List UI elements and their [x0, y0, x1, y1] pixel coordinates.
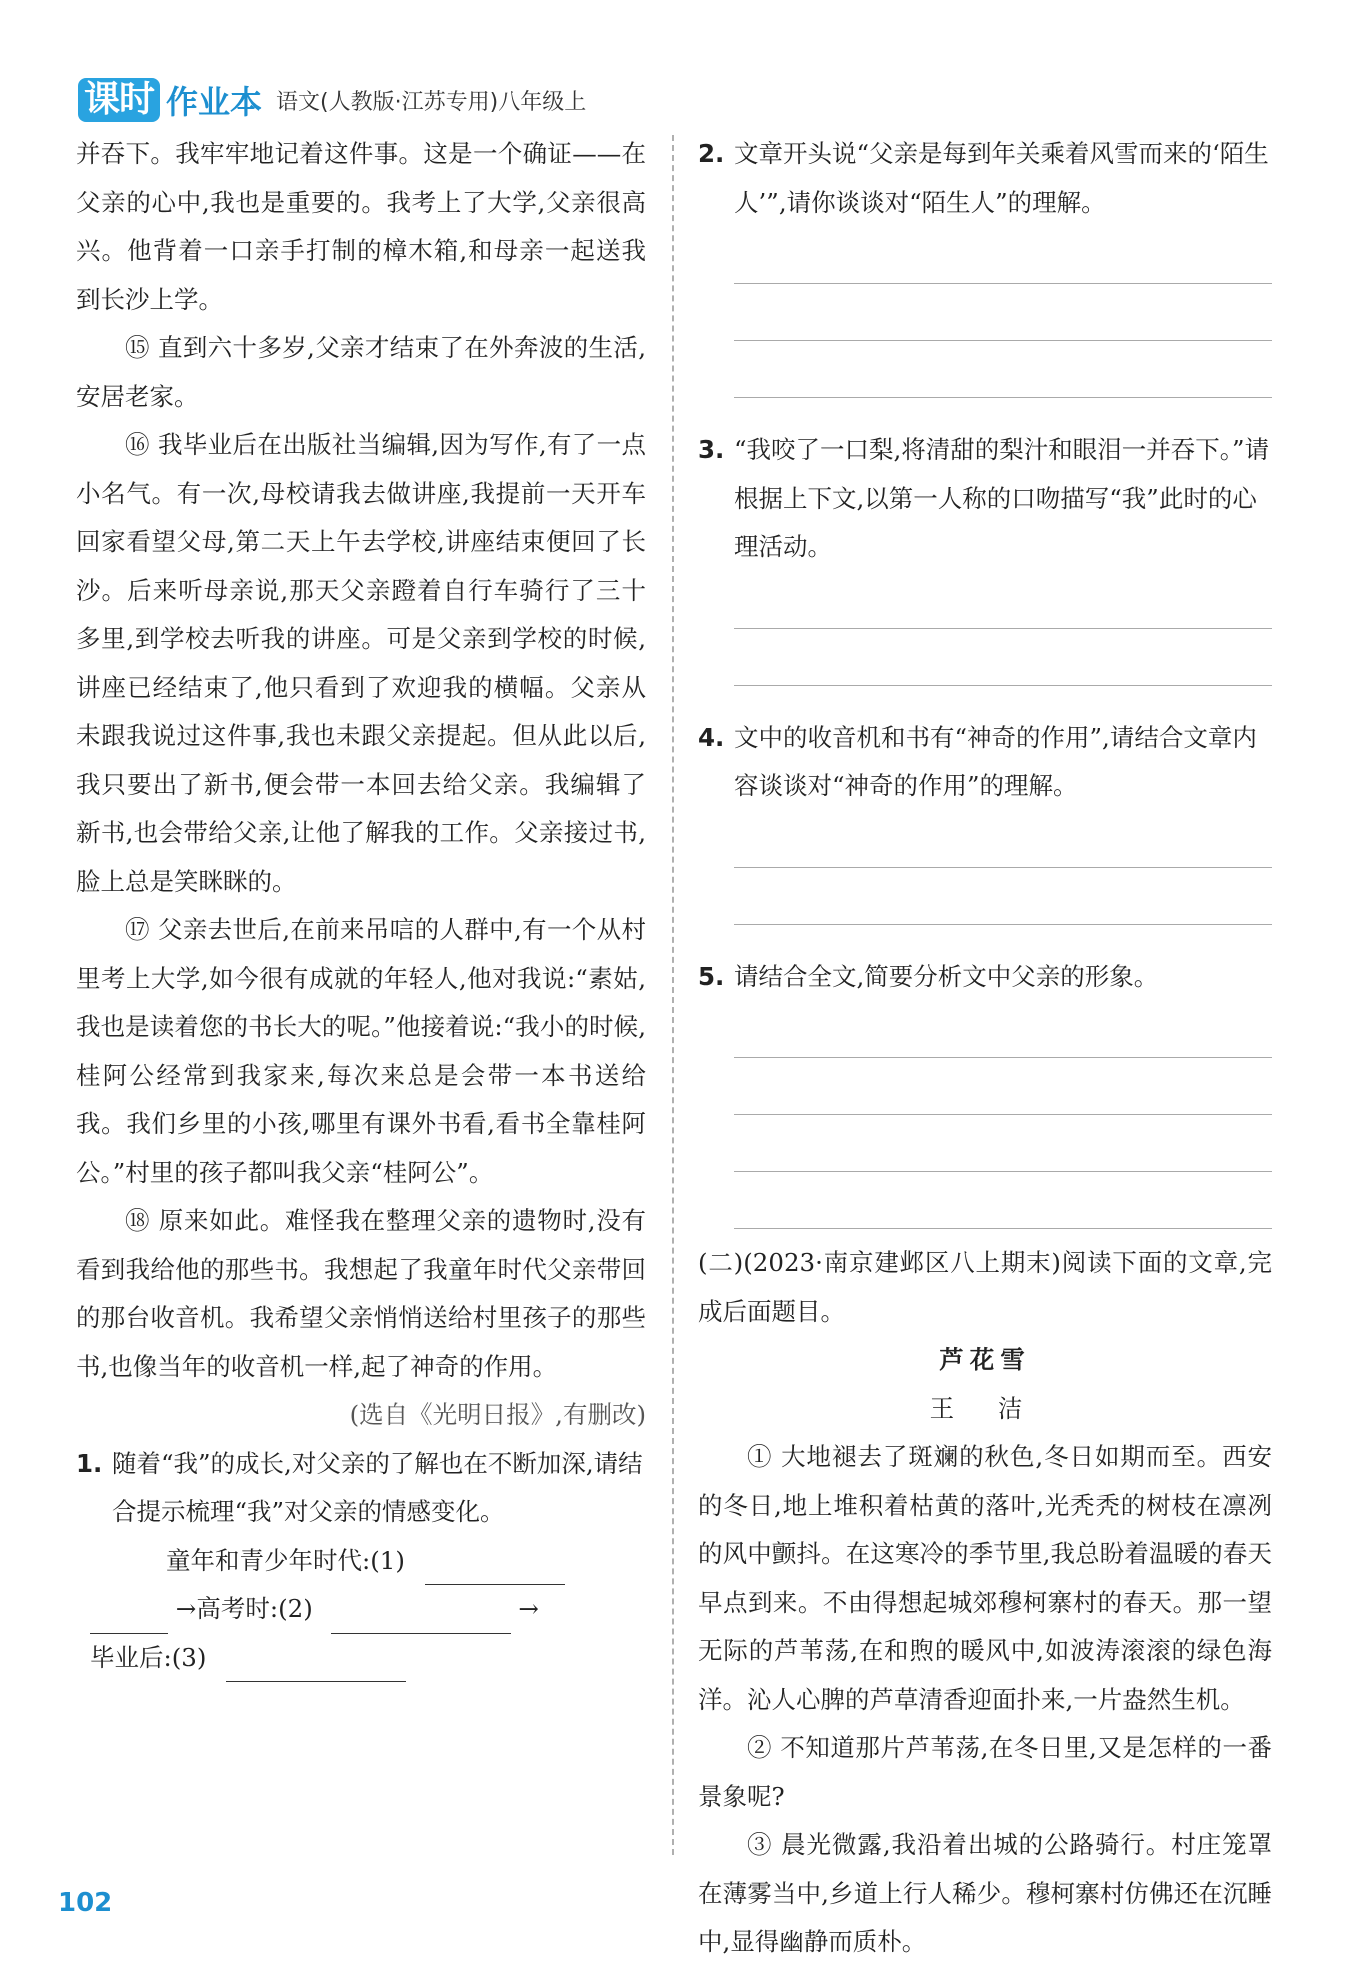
q1-stage-2	[76, 1585, 646, 1634]
section-2-intro: (二)(2023·南京建邺区八上期末)阅读下面的文章,完成后面题目。	[698, 1248, 1272, 1326]
question-number: 3.	[698, 435, 725, 464]
article-title: 芦花雪	[939, 1345, 1031, 1374]
answer-blank[interactable]	[331, 1609, 511, 1634]
subject-label: 语文(人教版·江苏专用)八年级上	[276, 89, 587, 115]
paragraph-18: ⑱ 原来如此。难怪我在整理父亲的遗物时,没有看到我给他的那些书。我想起了我童年时代父亲带回的那台收音机。我希望父亲悄悄送给村里孩子的那些书,也像当年的收音机一样,起了神奇的作用。	[76, 1206, 646, 1381]
answer-line[interactable]	[734, 341, 1272, 398]
answer-line[interactable]	[734, 1001, 1272, 1058]
answer-line[interactable]	[734, 629, 1272, 686]
question-4	[698, 714, 1272, 811]
q1-stage-1	[76, 1537, 646, 1586]
paragraph-continued: 并吞下。我牢牢地记着这件事。这是一个确证——在父亲的心中,我也是重要的。我考上了大学,父亲很高兴。他背着一口亲手打制的樟木箱,和母亲一起送我到长沙上学。	[76, 139, 646, 314]
right-column	[698, 130, 1272, 1967]
question-1	[76, 1440, 646, 1537]
paragraph-15: ⑮ 直到六十多岁,父亲才结束了在外奔波的生活,安居老家。	[76, 333, 646, 411]
answer-line[interactable]	[734, 227, 1272, 284]
answer-line[interactable]	[734, 1172, 1272, 1229]
reading-paragraph-1: ① 大地褪去了斑斓的秋色,冬日如期而至。西安的冬日,地上堆积着枯黄的落叶,光秃秃的树枝在凛冽的风中颤抖。在这寒冷的季节里,我总盼着温暖的春天早点到来。不由得想起城郊穆柯寨村的春天。那一望无际的芦苇荡,在和煦的暖风中,如波涛滚滚的绿色海洋。沁人心脾的芦草清香迎面扑来,一片盎然生机。	[698, 1442, 1272, 1714]
q1-stage-2-label: →高考时:(2)	[175, 1594, 313, 1623]
arrow: →	[518, 1594, 539, 1623]
paragraph-16: ⑯ 我毕业后在出版社当编辑,因为写作,有了一点小名气。有一次,母校请我去做讲座,我提前一天开车回家看望父母,第二天上午去学校,讲座结束便回了长沙。后来听母亲说,那天父亲蹬着自行车骑行了三十多里,到学校去听我的讲座。可是父亲到学校的时候,讲座已经结束了,他只看到了欢迎我的横幅。父亲从未跟我说过这件事,我也未跟父亲提起。但从此以后,我只要出了新书,便会带一本回去给父亲。我编辑了新书,也会带给父亲,让他了解我的工作。父亲接过书,脸上总是笑眯眯的。	[76, 430, 646, 896]
reading-paragraph-3: ③ 晨光微露,我沿着出城的公路骑行。村庄笼罩在薄雾当中,乡道上行人稀少。穆柯寨村仿佛还在沉睡中,显得幽静而质朴。	[698, 1830, 1272, 1956]
question-text: 随着“我”的成长,对父亲的了解也在不断加深,请结合提示梳理“我”对父亲的情感变化。	[112, 1448, 643, 1526]
page-number: 102	[58, 1888, 113, 1918]
question-number: 5.	[698, 961, 725, 991]
question-3	[698, 426, 1272, 572]
q1-stage-3	[76, 1634, 646, 1683]
question-number: 2.	[698, 139, 725, 168]
q1-stage-1-label: 童年和青少年时代:(1)	[166, 1545, 405, 1575]
column-divider	[672, 135, 674, 1855]
question-text: 文中的收音机和书有“神奇的作用”,请结合文章内容谈谈对“神奇的作用”的理解。	[734, 722, 1257, 800]
reading-paragraph-2: ② 不知道那片芦苇荡,在冬日里,又是怎样的一番景象呢?	[698, 1733, 1272, 1811]
answer-blank[interactable]	[226, 1657, 406, 1682]
answer-line[interactable]	[734, 284, 1272, 341]
answer-blank[interactable]	[90, 1609, 168, 1634]
logo-main-text: 课时	[78, 78, 160, 122]
question-text: “我咬了一口梨,将清甜的梨汁和眼泪一并吞下。”请根据上下文,以第一人称的口吻描写“我”此时的心理活动。	[734, 435, 1270, 561]
question-number: 4.	[698, 722, 725, 752]
answer-line[interactable]	[734, 1058, 1272, 1115]
paragraph-17: ⑰ 父亲去世后,在前来吊唁的人群中,有一个从村里考上大学,如今很有成就的年轻人,他对我说:“素姑,我也是读着您的书长大的呢。”他接着说:“我小的时候,桂阿公经常到我家来,每次来总是会带一本书送给我。我们乡里的小孩,哪里有课外书看,看书全靠桂阿公。”村里的孩子都叫我父亲“桂阿公”。	[76, 915, 646, 1187]
question-text: 文章开头说“父亲是每到年关乘着风雪而来的‘陌生人’”,请你谈谈对“陌生人”的理解。	[734, 139, 1269, 217]
question-2	[698, 130, 1272, 227]
article-author: 王 洁	[929, 1393, 1041, 1423]
logo-sub-text: 作业本	[166, 83, 263, 121]
left-column	[76, 130, 646, 1682]
brand-logo	[78, 77, 262, 123]
page-header	[78, 78, 586, 122]
answer-blank[interactable]	[425, 1560, 565, 1585]
answer-line[interactable]	[734, 572, 1272, 629]
answer-line[interactable]	[734, 868, 1272, 925]
question-text: 请结合全文,简要分析文中父亲的形象。	[734, 961, 1159, 991]
answer-line[interactable]	[734, 811, 1272, 868]
source-note: (选自《光明日报》,有删改)	[349, 1400, 646, 1429]
question-5	[698, 953, 1272, 1002]
question-number: 1.	[76, 1448, 103, 1478]
q1-stage-3-label: 毕业后:(3)	[90, 1642, 207, 1672]
answer-line[interactable]	[734, 1115, 1272, 1172]
